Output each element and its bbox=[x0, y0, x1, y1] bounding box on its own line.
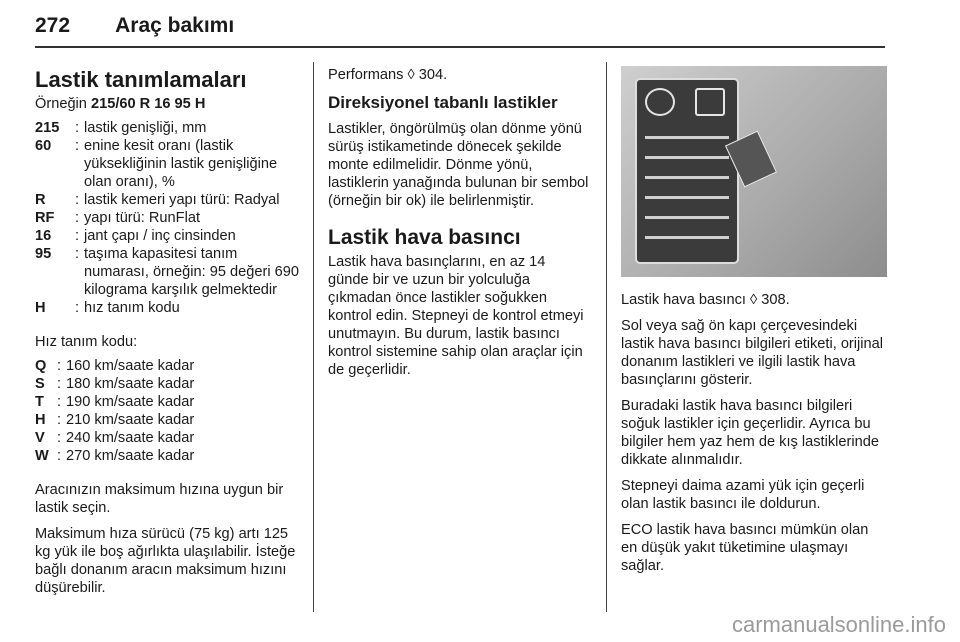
cross-reference: Performans ◊ 304. bbox=[328, 67, 448, 83]
speed-row: W : 270 km/saate kadar bbox=[35, 448, 195, 464]
tire-designations-heading: Lastik tanımlamaları bbox=[35, 67, 247, 92]
tire-pressure-heading: Lastik hava basıncı bbox=[328, 226, 521, 249]
page-reference-icon: ◊ bbox=[750, 292, 758, 308]
speed-row: S : 180 km/saate kadar bbox=[35, 376, 195, 392]
definition-row: 215 : lastik genişliği, mm bbox=[35, 120, 207, 136]
column-divider-1 bbox=[313, 62, 314, 612]
speed-row: V : 240 km/saate kadar bbox=[35, 430, 195, 446]
paragraph: Maksimum hıza sürücü (75 kg) artı 125 kg yük ile boş ağırlıkta ulaşılabilir. İsteğe bağlı donanım aracın maksimum hızını düşürebilir. bbox=[35, 526, 296, 596]
speed-code-heading: Hız tanım kodu: bbox=[35, 334, 138, 350]
example-code: 215/60 R 16 95 H bbox=[90, 96, 206, 112]
tire-pressure-label-illustration bbox=[635, 78, 739, 264]
paragraph: Sol veya sağ ön kapı çerçevesindeki lastik hava basıncı bilgileri etiketi, orijinal donanım lastikleri ve ilgili lastik hava basınçlarını gösterir. bbox=[621, 318, 883, 388]
column-divider-2 bbox=[606, 62, 607, 612]
paragraph: Lastik hava basınçlarını, en az 14 günde bir ve uzun bir yolculuğa çıkmadan önce lastikler soğukken kontrol edin. Stepneyi de kontrol etmeyi unutmayın. Bu durum, lastik basıncı kontrol sistemine sahip olan araçlar için de geçerlidir. bbox=[328, 254, 584, 378]
definition-list bbox=[35, 119, 303, 317]
paragraph: ECO lastik hava basıncı mümkün olan en düşük yakıt tüketimine ulaşmayı sağlar. bbox=[621, 522, 869, 574]
page-reference-icon: ◊ bbox=[407, 67, 415, 83]
speed-row: H : 210 km/saate kadar bbox=[35, 412, 195, 428]
definition-row: H : hız tanım kodu bbox=[35, 300, 180, 316]
definition-row: R : lastik kemeri yapı türü: Radyal bbox=[35, 192, 280, 208]
right-column bbox=[621, 66, 887, 583]
speed-list bbox=[35, 357, 303, 465]
tire-icon bbox=[645, 88, 675, 116]
speed-row: Q : 160 km/saate kadar bbox=[35, 358, 195, 374]
example-line: Örneğin 215/60 R 16 95 H bbox=[35, 96, 206, 112]
paragraph: Buradaki lastik hava basıncı bilgileri soğuk lastikler için geçerlidir. Ayrıca bu bilgiler hem yaz hem de kış lastiklerinde dikkate alınmalıdır. bbox=[621, 398, 879, 468]
cross-reference: Lastik hava basıncı ◊ 308. bbox=[621, 292, 790, 308]
directional-tires-heading: Direksiyonel tabanlı lastikler bbox=[328, 93, 558, 112]
paragraph: Aracınızın maksimum hızına uygun bir lastik seçin. bbox=[35, 482, 284, 516]
left-column bbox=[35, 66, 303, 605]
speed-row: T : 190 km/saate kadar bbox=[35, 394, 195, 410]
page-number: 272 bbox=[35, 14, 71, 37]
tire-pressure-label-photo bbox=[621, 66, 887, 277]
paragraph: Lastikler, öngörülmüş olan dönme yönü sürüş istikametinde dönecek şekilde monte edilmelidir. Dönme yönü, lastiklerin yanağında bulunan bir sembol (örneğin bir ok) ile belirlenmiştir. bbox=[328, 121, 589, 209]
watermark: carmanualsonline.info bbox=[731, 612, 946, 637]
definition-row: RF : yapı türü: RunFlat bbox=[35, 210, 200, 226]
page-header bbox=[35, 14, 234, 38]
manual-book-icon bbox=[695, 88, 725, 116]
section-title: Araç bakımı bbox=[115, 14, 235, 37]
paragraph: Stepneyi daima azami yük için geçerli olan lastik basıncı ile doldurun. bbox=[621, 478, 865, 512]
definition-row: 60 : enine kesit oranı (lastik yüksekliğinin lastik genişliğine olan oranı), % bbox=[35, 138, 278, 190]
header-rule bbox=[35, 46, 885, 48]
middle-column bbox=[328, 66, 590, 387]
definition-row: 16 : jant çapı / inç cinsinden bbox=[35, 228, 236, 244]
definition-row: 95 : taşıma kapasitesi tanım numarası, örneğin: 95 değeri 690 kilograma karşılık gelmektedir bbox=[35, 246, 299, 298]
